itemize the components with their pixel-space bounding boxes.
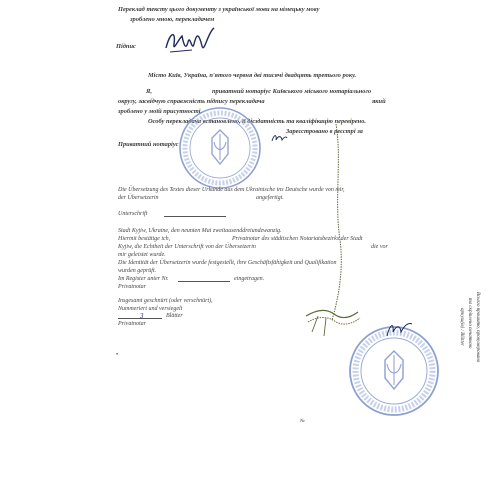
de-line-8b: eingetragen. bbox=[234, 276, 265, 282]
notary-initials bbox=[270, 132, 288, 144]
uk-notary-line-2: округу, засвідчую справжність підпису перекладача bbox=[118, 98, 265, 105]
signature-line bbox=[164, 216, 226, 217]
de-line-4b: die vor bbox=[371, 244, 388, 250]
de-line-1: Die Übersetzung des Textes dieser Urkunde aus dem Ukrainische ins Deutsche wurde von mir, bbox=[118, 187, 345, 193]
de-line-2a: der Übersetzerin bbox=[118, 195, 159, 201]
de-line-5: mir geleistet wurde. bbox=[118, 252, 166, 258]
register-number-line bbox=[178, 281, 230, 282]
uk-private-notary: Приватний нотаріус bbox=[118, 141, 179, 148]
de-line-7: wurden geprüft. bbox=[118, 268, 157, 274]
notary-signature-bottom bbox=[384, 318, 414, 340]
de-pages-label: Blätter bbox=[166, 313, 183, 319]
de-privatnotar: Privatnotar bbox=[118, 284, 146, 290]
de-privatnotar-2: Privatnotar bbox=[118, 321, 146, 327]
uk-signature-label: Підпис bbox=[116, 43, 136, 50]
de-line-3a: Hiermit bestätige ich, bbox=[118, 236, 171, 242]
uk-notary-line-3: зроблено у моїй присутності. bbox=[118, 108, 203, 115]
de-line-8a: Im Register unter Nr. bbox=[118, 276, 169, 282]
uk-translation-line-2: зроблено мною, перекладачем bbox=[130, 16, 215, 23]
de-line-2b: angefertigt. bbox=[256, 195, 284, 201]
de-line-6: Die Identität der Übersetzerin wurde festgestellt, ihre Geschäftsfähigkeit und Qualifikation bbox=[118, 260, 337, 266]
uk-translation-line-1: Переклад тексту цього документу з української мови на німецьку мову bbox=[118, 6, 320, 13]
pages-count: 3 bbox=[140, 312, 144, 320]
uk-notary-line-4: Особу перекладача встановлено, її дієздатність та кваліфікацію перевірено. bbox=[148, 118, 366, 125]
notary-seal-top bbox=[178, 106, 262, 190]
margin-mark: • bbox=[116, 352, 119, 358]
footer-number: № bbox=[300, 419, 305, 424]
uk-registered: Зареєстровано в реєстрі за bbox=[286, 128, 363, 135]
de-city-date: Stadt Kyjiw, Ukraine, den neunten Mai zweitausenddreiundzwanzig. bbox=[118, 228, 282, 234]
side-binding-text-1: Всього прошито, пронумеровано bbox=[475, 292, 480, 363]
binding-cord bbox=[296, 120, 366, 350]
de-line-3b: Privatnotar des städtischen Notariatsbezirks der Stadt bbox=[232, 236, 363, 242]
translator-signature bbox=[162, 26, 218, 60]
de-line-4a: Kyjiw, die Echtheit der Unterschrift von der Übersetzerin bbox=[118, 244, 256, 250]
de-bound-2: Nummeriert und versiegelt bbox=[118, 306, 183, 312]
uk-city-date: Місто Київ, Україна, п'ятого червня дві тисячі двадцять третього року. bbox=[148, 72, 357, 79]
uk-notary-i: Я, bbox=[146, 88, 153, 95]
side-binding-text-2: та скріплено печаткою bbox=[467, 298, 472, 349]
de-bound-1: Insgesamt geschnürt (oder verschnürt), bbox=[118, 298, 213, 304]
de-unterschrift: Unterschrift bbox=[118, 211, 148, 217]
uk-notary-line-1: приватний нотаріус Київського міського нотаріального bbox=[212, 88, 372, 95]
side-binding-text-3: аркуш(ів) / Blätter bbox=[459, 308, 464, 346]
uk-notary-which: який bbox=[372, 98, 386, 105]
